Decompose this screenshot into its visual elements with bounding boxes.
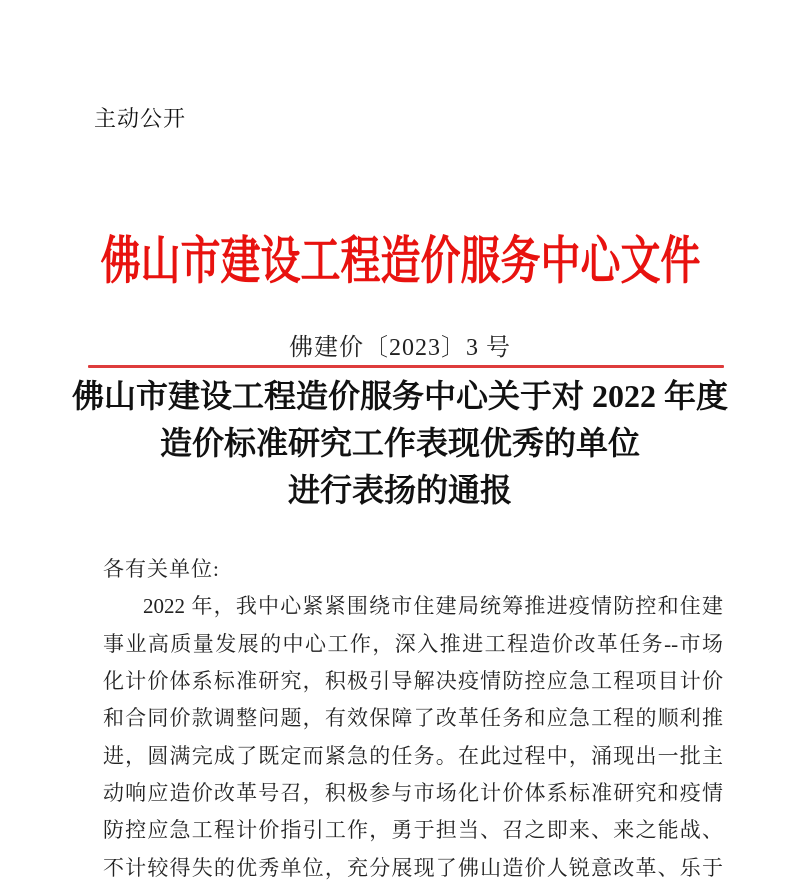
body-line: 防控应急工程计价指引工作，勇于担当、召之即来、来之能战、 <box>103 818 723 843</box>
body-line: 不计较得失的优秀单位，充分展现了佛山造价人锐意改革、乐于 <box>103 855 723 880</box>
notice-body <box>103 551 723 887</box>
notice-title-line-2: 造价标准研究工作表现优秀的单位 <box>159 425 640 461</box>
body-line: 事业高质量发展的中心工作，深入推进工程造价改革任务--市场 <box>103 631 723 656</box>
classification-label: 主动公开 <box>94 106 187 131</box>
org-title: 佛山市建设工程造价服务中心文件 <box>100 234 700 291</box>
body-line: 动响应造价改革号召，积极参与市场化计价体系标准研究和疫情 <box>103 781 723 806</box>
document-header <box>0 221 800 291</box>
red-divider <box>88 365 724 368</box>
body-line: 和合同价款调整问题，有效保障了改革任务和应急工程的顺利推 <box>103 706 723 731</box>
body-line: 进，圆满完成了既定而紧急的任务。在此过程中，涌现出一批主 <box>103 743 723 768</box>
body-line: 2022 年，我中心紧紧围绕市住建局统筹推进疫情防控和住建 <box>143 594 723 619</box>
salutation: 各有关单位: <box>103 557 220 581</box>
notice-title-line-3: 进行表扬的通报 <box>287 472 512 508</box>
body-line: 化计价体系标准研究，积极引导解决疫情防控应急工程项目计价 <box>103 669 723 694</box>
doc-number: 佛建价〔2023〕3 号 <box>289 335 511 361</box>
notice-title <box>60 373 740 514</box>
notice-title-line-1: 佛山市建设工程造价服务中心关于对 2022 年度 <box>71 378 728 414</box>
